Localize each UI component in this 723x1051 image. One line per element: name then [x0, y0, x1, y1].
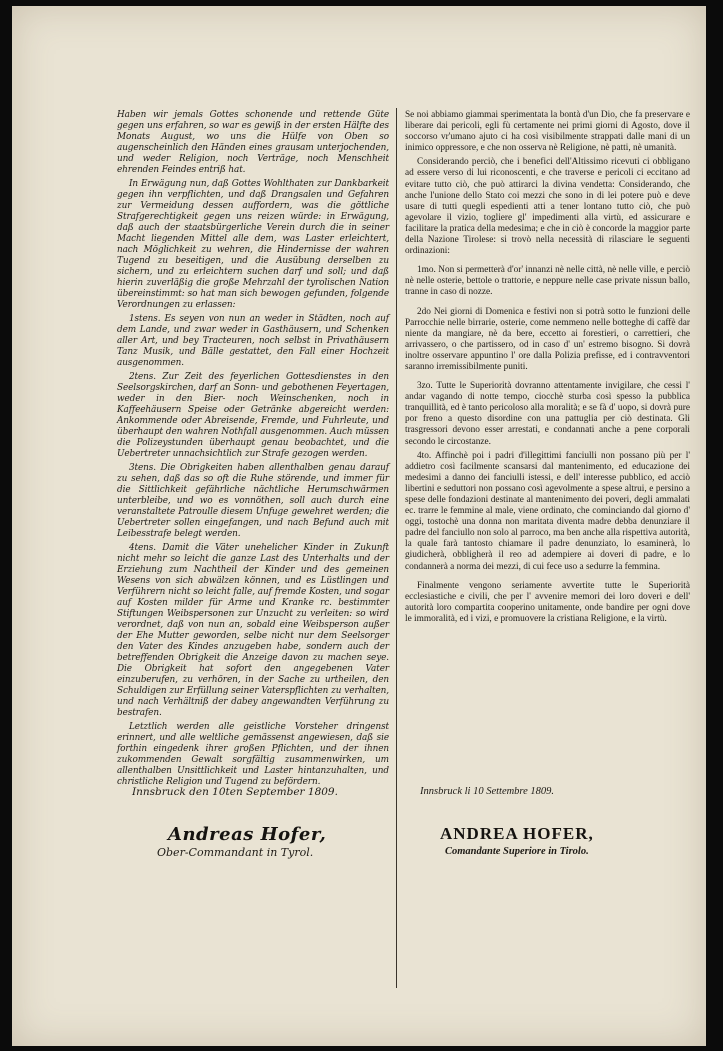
italian-paragraph: Considerando perciò, che i benefici dell'Altissimo ricevuti ci obbligano ad essere verso di lui riconoscenti, e che traverse e pericoli ci eccitano ad evitare tutto ciò, che può attirarci la divina vendetta: Considerando, che anche l'unione dello Stato coi mezzi che sono in di lei potere può e deve usare di tutti quegli espedienti atti a tener lontano tutto ciò, che può agevolare il vizio, togliere gl' impedimenti alla virtù, ed assicurare e facilitare la pratica della medesima; e che in ciò è concorde la maggior parte della Nazione Tirolese: si trovò nella necessità di rilasciare le seguenti ordinazioni:	[405, 157, 690, 257]
column-divider	[396, 108, 397, 988]
italian-signature: ANDREA HOFER,	[440, 824, 594, 843]
proclamation-sheet	[12, 6, 706, 1046]
german-text-column	[117, 110, 389, 791]
italian-date-line: Innsbruck li 10 Settembre 1809.	[420, 786, 555, 797]
german-paragraph: 2tens. Zur Zeit des feyerlichen Gottesdienstes in den Seelsorgskirchen, darf an Sonn- und gebothenen Feyertagen, weder in den Bier- noch Weinschenken, noch in Kaffeehäusern Speise oder Getränke abgereicht werden: Ankommende oder Abreisende, Fremde, und Fuhrleute, und überhaupt den wahren Nothfall ausgenommen. Auch müssen die Polizeystunden überhaupt genau beobachtet, und die Uebertreter unnachsichtlich zur Strafe gezogen werden.	[117, 372, 389, 459]
german-paragraph: Haben wir jemals Gottes schonende und rettende Güte gegen uns erfahren, so war es gewiß in der ersten Hälfte des Monats August, wo uns die Hülfe von Oben so augenscheinlich den Händen eines grausam unterjochenden, und weder Religion, noch Verträge, noch Menschheit ehrenden Feindes entriß hat.	[117, 110, 389, 175]
italian-paragraph: Se noi abbiamo giammai sperimentata la bontà d'un Dio, che fa preservare e liberare dai pericoli, egli fù certamente nei primi giorni di Agosto, dove il soccorso vr'umano ajuto ci ha così visibilmente strappati dalle mani di un inimico oppressore, e che non osserva nè Religione, nè patti, nè umanità.	[405, 110, 690, 154]
german-paragraph: 4tens. Damit die Väter unehelicher Kinder in Zukunft nicht mehr so leicht die ganze Last des Unterhalts und der Erziehung zum Nachtheil der Kinder und des gemeinen Wesens von sich abwälzen können, und es Lüstlingen und Verführern nicht so leicht falle, auf fremde Kosten, und sogar auf Kosten milder für Arme und Kranke rc. bestimmter Stiftungen Weibspersonen zur Unzucht zu verleiten: so wird verordnet, daß von nun an, sobald eine Weibsperson außer der Ehe Mutter geworden, selbe nicht nur dem Seelsorger den Vater des Kindes anzugeben habe, sondern auch der betreffenden Obrigkeit die Anzeige davon zu machen seye. Die Obrigkeit hat sofort den angegebenen Vater einzuberufen, zu verhören, in der Sache zu urtheilen, den Schuldigen zur Erfüllung seiner Vaterspflichten zu verhalten, und nach Verhältniß der dabey angewandten Verführung zu bestrafen.	[117, 543, 389, 718]
italian-paragraph: 3zo. Tutte le Superiorità dovranno attentamente invigilare, che cessi l' andar vagando di notte tempo, ciocchè sturba così spesso la pubblica tranquillità, ed è tanto pericoloso alla moralità; e se fà d' uopo, si dovrà pure por freno a questo disordine con una pattuglia per ciò destinata. Gli trasgressori devono esser arrestati, e condannati anche a pene corporali secondo le circostanze.	[405, 381, 690, 447]
german-paragraph: In Erwägung nun, daß Gottes Wohlthaten zur Dankbarkeit gegen ihn verpflichten, und daß Drangsalen und Gefahren zur Vermeidung dessen auffordern, was die göttliche Strafgerechtigkeit gegen uns reizen würde: in Erwägung, daß auch der staatsbürgerliche Verein durch die in seiner Macht liegenden Mittel alle dem, was Laster erleichtert, nach Möglichkeit zu wehren, die Hindernisse der wahren Tugend zu beseitigen, und die Ausübung derselben zu sichern, und zu erleichtern suchen darf und soll; und daß hierin zuverläßig die große Mehrzahl der tyrolischen Nation übereinstimmt: so hat man sich bewogen gefunden, folgende Verordnungen zu erlassen:	[117, 179, 389, 310]
german-paragraph: 3tens. Die Obrigkeiten haben allenthalben genau darauf zu sehen, daß das so oft die Ruhe störende, und immer für die Sittlichkeit gefährliche nächtliche Herumschwärmen unterbleibe, und wo es vonnöthen, soll auch durch eine veranstaltete Patroulle diesem Unfuge gewehret werden; die Uebertreter sollen eingefangen, und nach Befund auch mit Leibesstrafe belegt werden.	[117, 463, 389, 539]
italian-paragraph: 1mo. Non si permetterà d'or' innanzi nè nelle città, nè nelle ville, e perciò nè nelle osterie, bettole o trattorie, e neppure nelle case private nissun ballo, tranne in caso di nozze.	[405, 265, 690, 298]
german-date-line: Innsbruck den 10ten September 1809.	[132, 786, 338, 798]
german-paragraph: Letztlich werden alle geistliche Vorsteher dringenst erinnert, und alle weltliche gemässenst angewiesen, daß sie forthin eingedenk ihrer großen Pflichten, und der ihnen zukommenden Gewalt sorgfältig zusammenwirken, um allenthalben Unsittlichkeit und Laster hintanzuhalten, und christliche Religion und Tugend zu befördern.	[117, 722, 389, 787]
italian-paragraph: 4to. Affinchè poi i padri d'illegittimi fanciulli non possano più per l' addietro così facilmente scansarsi dal mantenimento, ed educazione dei medesimi a danno dei fanciulli istessi, e dell' interesse pubblico, ed acciò libertini e seduttori non possano così agevolmente a spese altrui, e persino a spese delle fondazioni destinate al mantenimento dei poveri, degli ammalati ec. trarre le femmine al male, viene ordinato, che cominciando dal giorno d' oggi, tostochè una donna non maritata diventa madre debba denunziare il padre del fanciullo non solo al parroco, ma ben anche alla rispettiva autorità, la quale farà tantosto chiamare il padre denunziato, lo esaminerà, lo giudicherà, obbligherà il reo ad adempiere ai doveri di padre, e lo condannerà a norma dei mezzi, di cui fece uso a sedurre la femmina.	[405, 450, 690, 572]
german-paragraph: 1stens. Es seyen von nun an weder in Städten, noch auf dem Lande, und zwar weder in Gasthäusern, und Schenken aller Art, und bey Tracteuren, noch selbst in Privathäusern Tanz Musik, und Bälle gestattet, den Fall einer Hochzeit ausgenommen.	[117, 314, 389, 368]
italian-signature-title: Comandante Superiore in Tirolo.	[445, 846, 589, 857]
german-signature: Andreas Hofer,	[168, 824, 327, 845]
italian-text-column	[405, 110, 690, 628]
german-signature-title: Ober-Commandant in Tyrol.	[157, 846, 314, 859]
italian-paragraph: 2do Nei giorni di Domenica e festivi non si potrà sotto le funzioni delle Parrocchie nelle birrarie, osterie, come nemmeno nelle botteghe di caffè dar niente da mangiare, nè da bere, eccetto ai forestieri, o carrettieri, che arrivassero, o che partissero, od in caso d' un' estremo bisogno. Si dovrà inoltre osservare appuntino l' ore dalla Polizia prefisse, ed i contravventori saranno irremissibilmente puniti.	[405, 306, 690, 372]
italian-paragraph: Finalmente vengono seriamente avvertite tutte le Superiorità ecclesiastiche e civili, che per l' avvenire memori dei loro doveri e dell' autorità loro compartita cooperino unitamente, onde bandire per ogni dove le immoralità, ed i vizi, e promuovere la cristiana Religione, e la virtù.	[405, 580, 690, 624]
